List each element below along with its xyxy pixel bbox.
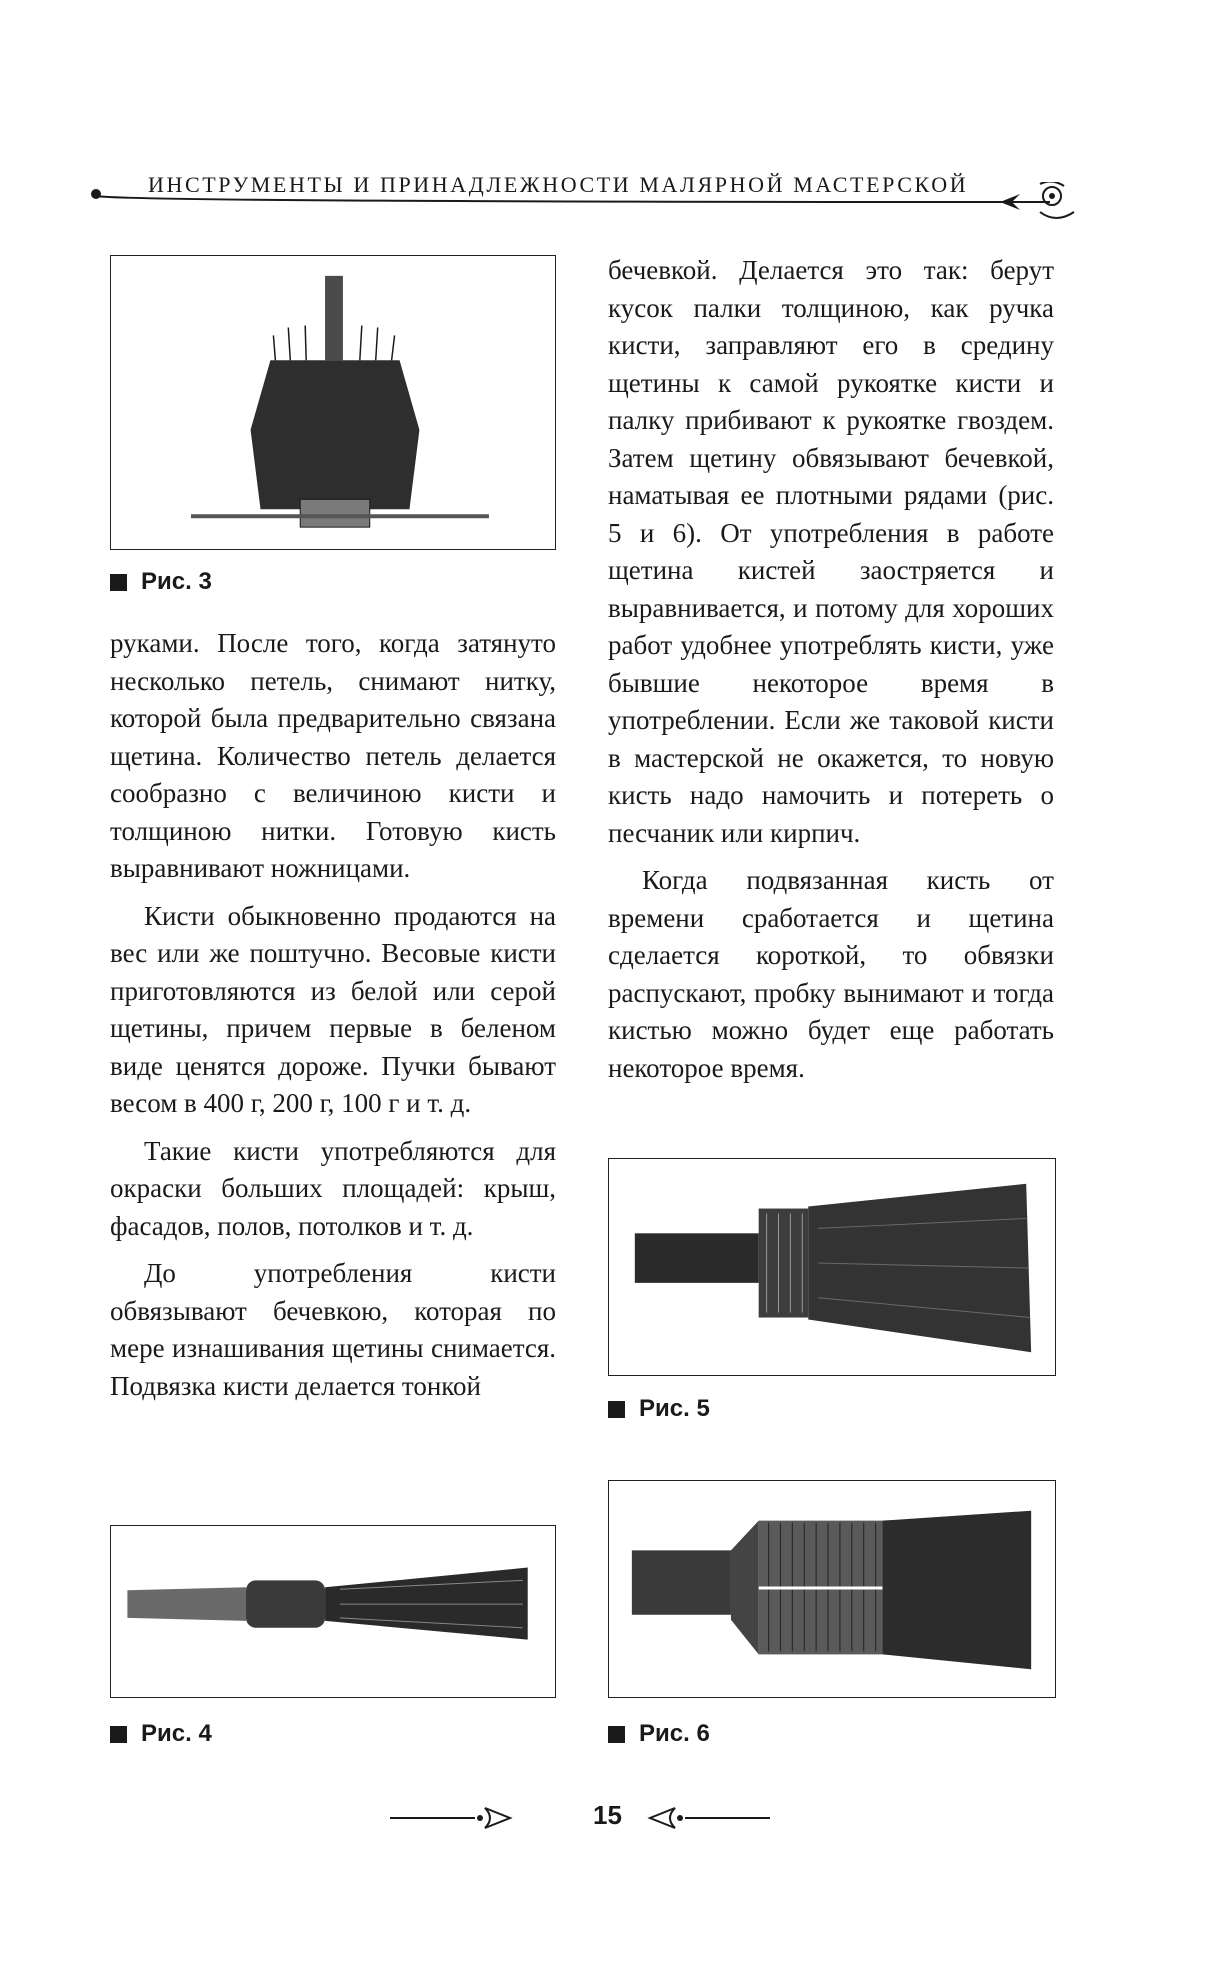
- figure-4-caption: Рис. 4: [110, 1720, 212, 1748]
- paragraph: Когда подвязанная кисть от времени сработается и щетина сделается короткой, то обвязки распускают, пробку вынимают и тогда кистью можно будет еще работать некоторое время.: [608, 865, 1054, 1083]
- paragraph: Такие кисти употребляются для окраски больших площадей: крыш, фасадов, полов, потолков и т. д.: [110, 1135, 556, 1241]
- brush-illustration-fig4: [111, 1526, 555, 1697]
- figure-4-image: [110, 1525, 556, 1698]
- figure-3-image: [110, 255, 556, 550]
- caption-bullet: [110, 574, 127, 591]
- caption-bullet: [110, 1726, 127, 1743]
- paragraph: Кисти обыкновенно продаются на вес или же поштучно. Весовые кисти приготовляются из белой или серой щетины, причем первые в беленом виде ценятся дороже. Пучки бывают весом в 400 г, 200 г, 100 г и т. д.: [110, 900, 556, 1118]
- figure-5-caption: Рис. 5: [608, 1395, 710, 1423]
- left-column-text: [110, 625, 556, 1405]
- figure-5-image: [608, 1158, 1056, 1376]
- brush-illustration-fig3: [111, 256, 555, 549]
- paragraph: До употребления кисти обвязывают бечевкою, которая по мере изнашивания щетины снимается. Подвязка кисти делается тонкой: [110, 1258, 556, 1401]
- paragraph: руками. После того, когда затянуто несколько петель, снимают нитку, которой была предварительно связана щетина. Количество петель делается сообразно с величиною кисти и толщиною нитки. Готовую кисть выравнивают ножницами.: [110, 628, 556, 883]
- caption-bullet: [608, 1401, 625, 1418]
- paragraph: бечевкой. Делается это так: берут кусок палки толщиною, как ручка кисти, заправляют его в средину щетины к самой рукоятке кисти и палку прибивают к рукоятке гвоздем. Затем щетину обвязывают бечевкой, наматывая ее плотными рядами (рис. 5 и 6). От употребления в работе щетина кистей заостряется и выравнивается, и потому для хороших работ удобнее употреблять кисти, уже бывшие некоторое время в употреблении. Если же таковой кисти в мастерской не окажется, то новую кисть надо намочить и потереть о песчаник или кирпич.: [608, 255, 1054, 848]
- brush-illustration-fig5: [609, 1159, 1055, 1375]
- header-title: ИНСТРУМЕНТЫ И ПРИНАДЛЕЖНОСТИ МАЛЯРНОЙ МАСТЕРСКОЙ: [148, 172, 969, 197]
- figure-6-image: [608, 1480, 1056, 1698]
- brush-illustration-fig6: [609, 1481, 1055, 1697]
- right-column-text: [608, 252, 1054, 1087]
- page-number: 15: [593, 1800, 622, 1830]
- figure-6-caption: Рис. 6: [608, 1720, 710, 1748]
- figure-3-caption: Рис. 3: [110, 568, 212, 596]
- caption-bullet: [608, 1726, 625, 1743]
